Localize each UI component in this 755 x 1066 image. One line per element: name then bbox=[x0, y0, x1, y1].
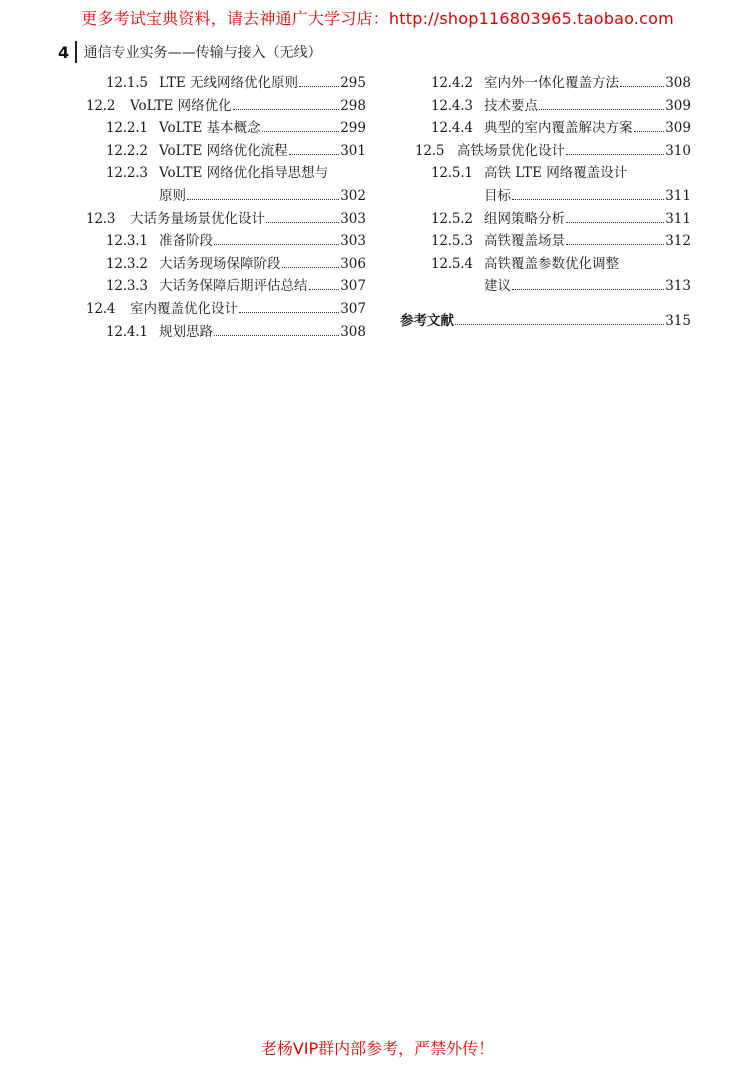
toc-entry-title: 高铁覆盖参数优化调整 bbox=[484, 255, 619, 272]
toc-entry-title: 组网策略分析 bbox=[484, 210, 565, 227]
toc-entry-page: 303 bbox=[340, 210, 366, 227]
toc-entry[interactable] bbox=[400, 117, 691, 140]
toc-entry-page: 299 bbox=[340, 120, 366, 137]
toc-entry-number: 12.1.5 bbox=[106, 75, 148, 91]
toc-entry[interactable] bbox=[86, 321, 366, 344]
toc-entry-title: 目标 bbox=[484, 187, 511, 204]
toc-entry-page: 312 bbox=[665, 233, 691, 250]
toc-entry-number: 12.5 bbox=[415, 142, 445, 159]
toc-entry-title: 大话务现场保障阶段 bbox=[159, 255, 281, 272]
toc-dot-leader bbox=[299, 73, 339, 87]
toc-dot-leader bbox=[262, 118, 340, 132]
toc-entry-page: 311 bbox=[665, 187, 691, 204]
toc-entry-text bbox=[159, 72, 366, 95]
toc-entry-title: 准备阶段 bbox=[159, 233, 213, 250]
toc-entry-number: 12.5.3 bbox=[431, 233, 473, 250]
toc-entry-text bbox=[130, 298, 366, 321]
toc-entry-title: 建议 bbox=[484, 278, 511, 295]
toc-dot-leader bbox=[512, 276, 664, 290]
toc-entry-title: VoLTE 网络优化 bbox=[130, 97, 232, 114]
toc-entry-title: LTE 无线网络优化原则 bbox=[159, 75, 299, 91]
references-page: 315 bbox=[665, 312, 691, 329]
toc-entry-title: VoLTE 基本概念 bbox=[159, 120, 261, 137]
toc-entry-title: 技术要点 bbox=[484, 97, 538, 114]
toc-entry-number: 12.5.2 bbox=[431, 210, 473, 227]
toc-dot-leader bbox=[214, 231, 339, 245]
toc-entry-text bbox=[484, 185, 691, 208]
toc-entry-page: 309 bbox=[665, 97, 691, 114]
toc-dot-leader bbox=[214, 322, 339, 336]
toc-dot-leader bbox=[187, 186, 339, 200]
toc-entry-number: 12.5.4 bbox=[431, 255, 473, 272]
toc-dot-leader bbox=[266, 209, 339, 223]
toc-entry-title: 高铁覆盖场景 bbox=[484, 233, 565, 250]
toc-dot-leader bbox=[539, 96, 664, 110]
toc-entry-title: 高铁场景优化设计 bbox=[457, 142, 565, 159]
toc-entry[interactable] bbox=[86, 117, 366, 140]
toc-left-column bbox=[86, 72, 366, 343]
toc-entry-page: 311 bbox=[665, 210, 691, 227]
toc-entry-title: 高铁 LTE 网络覆盖设计 bbox=[484, 165, 628, 182]
toc-entry-page: 307 bbox=[340, 278, 366, 295]
toc-entry-references[interactable] bbox=[400, 310, 691, 333]
toc-dot-leader bbox=[620, 73, 664, 87]
toc-entry-number: 12.4.4 bbox=[431, 120, 473, 137]
toc-entry-text bbox=[484, 230, 691, 253]
toc-entry[interactable] bbox=[86, 208, 366, 231]
toc-entry-title: 原则 bbox=[159, 187, 186, 204]
toc-entry-text bbox=[484, 275, 691, 298]
toc-entry-text bbox=[484, 208, 691, 231]
toc-entry-text bbox=[130, 95, 366, 118]
toc-dot-leader bbox=[233, 96, 340, 110]
toc-entry-page: 298 bbox=[340, 97, 366, 114]
toc-entry-number: 12.4 bbox=[86, 300, 116, 317]
toc-entry[interactable] bbox=[400, 140, 691, 163]
toc-entry[interactable] bbox=[400, 208, 691, 231]
toc-entry[interactable] bbox=[400, 275, 691, 298]
toc-entry-text bbox=[159, 321, 366, 344]
toc-entry-title: 大话务量场景优化设计 bbox=[130, 210, 265, 227]
toc-entry-title: VoLTE 网络优化指导思想与 bbox=[159, 165, 329, 182]
toc-entry-page: 308 bbox=[340, 323, 366, 340]
toc-entry-number: 12.2.2 bbox=[106, 142, 148, 159]
toc-entry-number: 12.2 bbox=[86, 97, 116, 114]
toc-entry-title: VoLTE 网络优化流程 bbox=[159, 142, 288, 159]
toc-entry-page: 303 bbox=[340, 233, 366, 250]
toc-entry-text bbox=[484, 95, 691, 118]
page-number: 4 bbox=[58, 42, 70, 62]
top-promo-banner: 更多考试宝典资料，请去神通广大学习店：http://shop116803965.taobao.com bbox=[81, 9, 674, 28]
toc-entry-number: 12.2.3 bbox=[106, 165, 148, 182]
toc-entry-text bbox=[159, 185, 366, 208]
running-title: 通信专业实务——传输与接入（无线） bbox=[83, 45, 322, 61]
toc-entry[interactable] bbox=[86, 230, 366, 253]
toc-right-column bbox=[400, 72, 691, 333]
toc-entry[interactable] bbox=[86, 253, 366, 276]
toc-entry[interactable] bbox=[400, 162, 691, 185]
toc-entry[interactable] bbox=[400, 72, 691, 95]
toc-entry-title: 规划思路 bbox=[159, 323, 213, 340]
toc-entry-number: 12.2.1 bbox=[106, 120, 148, 137]
toc-entry-number: 12.5.1 bbox=[431, 165, 473, 182]
toc-entry-text bbox=[159, 140, 366, 163]
toc-entry-page: 313 bbox=[665, 278, 691, 295]
toc-entry-title: 典型的室内覆盖解决方案 bbox=[484, 120, 633, 137]
toc-dot-leader bbox=[566, 209, 664, 223]
toc-entry[interactable] bbox=[86, 95, 366, 118]
toc-entry-text bbox=[484, 253, 619, 276]
toc-entry[interactable] bbox=[86, 162, 366, 185]
page-header bbox=[58, 40, 322, 64]
toc-entry-text bbox=[484, 117, 691, 140]
toc-entry-page: 308 bbox=[665, 75, 691, 91]
toc-entry[interactable] bbox=[400, 185, 691, 208]
toc-entry-text bbox=[400, 310, 691, 333]
toc-entry[interactable] bbox=[86, 140, 366, 163]
toc-entry-text bbox=[159, 253, 366, 276]
toc-entry-page: 309 bbox=[665, 120, 691, 137]
bottom-watermark-banner: 老杨VIP群内部参考，严禁外传！ bbox=[260, 1039, 495, 1058]
toc-entry[interactable] bbox=[86, 185, 366, 208]
toc-dot-leader bbox=[512, 186, 664, 200]
toc-dot-leader bbox=[566, 231, 664, 245]
toc-entry-text bbox=[159, 275, 366, 298]
toc-entry-page: 306 bbox=[340, 255, 366, 272]
toc-entry[interactable] bbox=[86, 298, 366, 321]
toc-entry-number: 12.4.2 bbox=[431, 75, 473, 91]
toc-entry-title: 室内外一体化覆盖方法 bbox=[484, 75, 619, 91]
toc-dot-leader bbox=[282, 254, 340, 268]
toc-entry-text bbox=[457, 140, 691, 163]
toc-entry-number: 12.4.3 bbox=[431, 97, 473, 114]
toc-entry-page: 301 bbox=[340, 142, 366, 159]
toc-entry-number: 12.4.1 bbox=[106, 323, 148, 340]
toc-entry[interactable] bbox=[400, 253, 691, 276]
toc-dot-leader bbox=[289, 141, 340, 155]
references-title: 参考文献 bbox=[400, 312, 454, 329]
toc-entry-title: 室内覆盖优化设计 bbox=[130, 300, 238, 317]
toc-entry-page: 310 bbox=[665, 142, 691, 159]
header-divider bbox=[75, 41, 77, 63]
toc-entry-page: 302 bbox=[340, 187, 366, 204]
toc-entry[interactable] bbox=[400, 230, 691, 253]
toc-entry-number: 12.3.2 bbox=[106, 255, 148, 272]
toc-dot-leader bbox=[455, 311, 664, 325]
toc-dot-leader bbox=[566, 141, 664, 155]
toc-dot-leader bbox=[239, 299, 339, 313]
toc-entry-text bbox=[159, 117, 366, 140]
toc-entry-title: 大话务保障后期评估总结 bbox=[159, 278, 308, 295]
toc-dot-leader bbox=[634, 118, 665, 132]
toc-entry-number: 12.3.3 bbox=[106, 278, 148, 295]
toc-entry-text bbox=[159, 162, 328, 185]
toc-entry-number: 12.3.1 bbox=[106, 233, 148, 250]
toc-entry-text bbox=[484, 162, 627, 185]
toc-entry-number: 12.3 bbox=[86, 210, 116, 227]
toc-entry[interactable] bbox=[86, 72, 366, 95]
toc-entry-text bbox=[484, 72, 691, 95]
toc-entry[interactable] bbox=[400, 95, 691, 118]
toc-dot-leader bbox=[309, 276, 340, 290]
toc-entry-page: 307 bbox=[340, 300, 366, 317]
toc-entry[interactable] bbox=[86, 275, 366, 298]
toc-entry-page: 295 bbox=[340, 75, 366, 91]
toc-entry-text bbox=[130, 208, 366, 231]
toc-entry-text bbox=[159, 230, 366, 253]
